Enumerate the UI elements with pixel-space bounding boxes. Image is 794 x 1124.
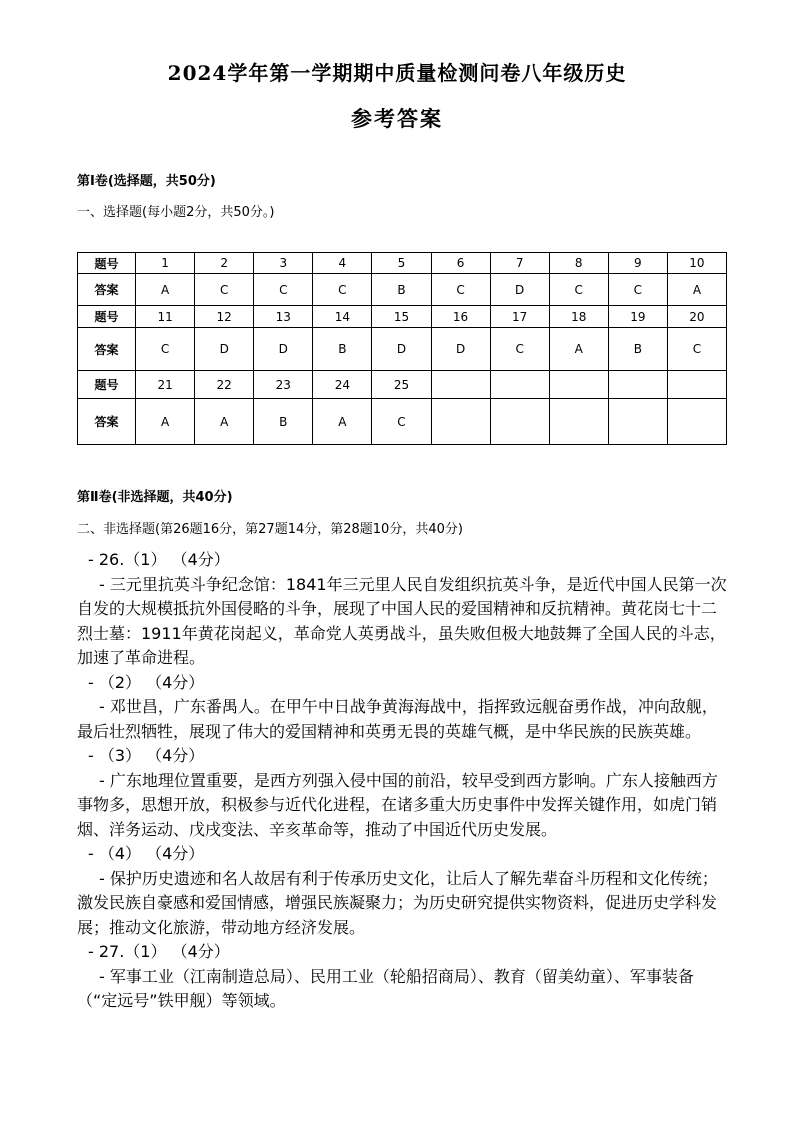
num-cell: 9 (608, 253, 667, 274)
answer-cell: C (431, 274, 490, 306)
q27-1-label: - 27.（1） （4分） (88, 942, 230, 961)
part2-heading: 第Ⅱ卷(非选择题，共40分) (77, 490, 233, 505)
answer-cell: B (608, 328, 667, 371)
ans-label-cell: 答案 (78, 328, 136, 371)
q26-1-text: - 三元里抗英斗争纪念馆：1841年三元里人民自发组织抗英斗争，是近代中国人民第一次自发的大规模抵抗外国侵略的斗争，展现了中国人民的爱国精神和反抗精神。黄花岗七十二烈士墓：1911年黄花岗起义，革命党人英勇战斗，虽失败但极大地鼓舞了全国人民的斗志，加速了革命进程。 (77, 574, 727, 667)
empty-cell (490, 399, 549, 445)
answer-cell: D (372, 328, 431, 371)
num-cell: 4 (313, 253, 372, 274)
num-label-cell: 题号 (78, 371, 136, 399)
answer-cell: A (313, 399, 372, 445)
answer-cell: C (372, 399, 431, 445)
q26-2-label: - （2） （4分） (88, 672, 205, 692)
num-cell: 5 (372, 253, 431, 274)
empty-cell (667, 399, 726, 445)
num-cell: 18 (549, 306, 608, 328)
table-row (78, 371, 727, 399)
answer-cell: A (195, 399, 254, 445)
q27-1-text: - 军事工业（江南制造总局）、民用工业（轮船招商局）、教育（留美幼童）、军事装备（“定远号”铁甲舰）等领域。 (77, 966, 694, 1010)
part2-instruction: 二、非选择题(第26题16分，第27题14分，第28题10分，共40分) (77, 522, 463, 537)
num-cell: 2 (195, 253, 254, 274)
page-title: 2024学年第一学期期中质量检测问卷八年级历史 (167, 61, 627, 85)
answer-table (77, 252, 727, 445)
part1-instruction: 一、选择题(每小题2分，共50分。) (77, 205, 275, 220)
num-cell: 19 (608, 306, 667, 328)
answer-cell: D (431, 328, 490, 371)
answer-cell: D (490, 274, 549, 306)
num-cell: 16 (431, 306, 490, 328)
num-cell: 17 (490, 306, 549, 328)
q26-4-text: - 保护历史遗迹和名人故居有利于传承历史文化，让后人了解先辈奋斗历程和文化传统；激发民族自豪感和爱国情感，增强民族凝聚力；为历史研究提供实物资料，促进历史学科发展；推动文化旅游，带动地方经济发展。 (77, 868, 718, 937)
num-label-cell: 题号 (78, 306, 136, 328)
num-label-cell: 题号 (78, 253, 136, 274)
answer-cell: C (549, 274, 608, 306)
table-row (78, 328, 727, 371)
table-row (78, 274, 727, 306)
answer-cell: C (136, 328, 195, 371)
table-row (78, 306, 727, 328)
answer-cell: C (490, 328, 549, 371)
answer-cell: A (667, 274, 726, 306)
answer-cell: C (667, 328, 726, 371)
empty-cell (667, 371, 726, 399)
empty-cell (549, 399, 608, 445)
ans-label-cell: 答案 (78, 274, 136, 306)
num-cell: 14 (313, 306, 372, 328)
answer-cell: A (136, 399, 195, 445)
num-cell: 7 (490, 253, 549, 274)
num-cell: 12 (195, 306, 254, 328)
num-cell: 15 (372, 306, 431, 328)
empty-cell (549, 371, 608, 399)
ans-label-cell: 答案 (78, 399, 136, 445)
q26-3-text: - 广东地理位置重要，是西方列强入侵中国的前沿，较早受到西方影响。广东人接触西方事物多，思想开放，积极参与近代化进程，在诸多重大历史事件中发挥关键作用，如虎门销烟、洋务运动、戊戌变法、辛亥革命等，推动了中国近代历史发展。 (77, 770, 718, 839)
q26-3-label: - （3） （4分） (88, 746, 205, 765)
num-cell: 11 (136, 306, 195, 328)
answer-cell: C (254, 274, 313, 306)
answer-cell: B (313, 328, 372, 371)
answer-cell: B (254, 399, 313, 445)
empty-cell (431, 371, 490, 399)
answer-cell: C (608, 274, 667, 306)
answer-cell: B (372, 274, 431, 306)
table-row (78, 253, 727, 274)
num-cell: 13 (254, 306, 313, 328)
num-cell: 24 (313, 371, 372, 399)
num-cell: 10 (667, 253, 726, 274)
num-cell: 23 (254, 371, 313, 399)
q26-1-label: - 26.（1） （4分） (88, 550, 230, 569)
empty-cell (608, 371, 667, 399)
answer-cell: D (195, 328, 254, 371)
answer-cell: A (549, 328, 608, 371)
answer-cell: D (254, 328, 313, 371)
num-cell: 8 (549, 253, 608, 274)
num-cell: 20 (667, 306, 726, 328)
num-cell: 21 (136, 371, 195, 399)
num-cell: 1 (136, 253, 195, 274)
part1-heading: 第Ⅰ卷(选择题，共50分) (77, 174, 216, 189)
page-subtitle: 参考答案 (351, 106, 443, 131)
num-cell: 25 (372, 371, 431, 399)
answer-cell: C (313, 274, 372, 306)
empty-cell (608, 399, 667, 445)
answer-cell: A (136, 274, 195, 306)
empty-cell (490, 371, 549, 399)
num-cell: 3 (254, 253, 313, 274)
empty-cell (431, 399, 490, 445)
answers-section (77, 548, 727, 1014)
q26-4-label: - （4） （4分） (88, 844, 205, 863)
answer-cell: C (195, 274, 254, 306)
q26-2-text: - 邓世昌，广东番禺人。在甲午中日战争黄海海战中，指挥致远舰奋勇作战，冲向敌舰，最后壮烈牺牲，展现了伟大的爱国精神和英勇无畏的英雄气概，是中华民族的民族英雄。 (77, 697, 718, 741)
num-cell: 6 (431, 253, 490, 274)
num-cell: 22 (195, 371, 254, 399)
table-row (78, 399, 727, 445)
